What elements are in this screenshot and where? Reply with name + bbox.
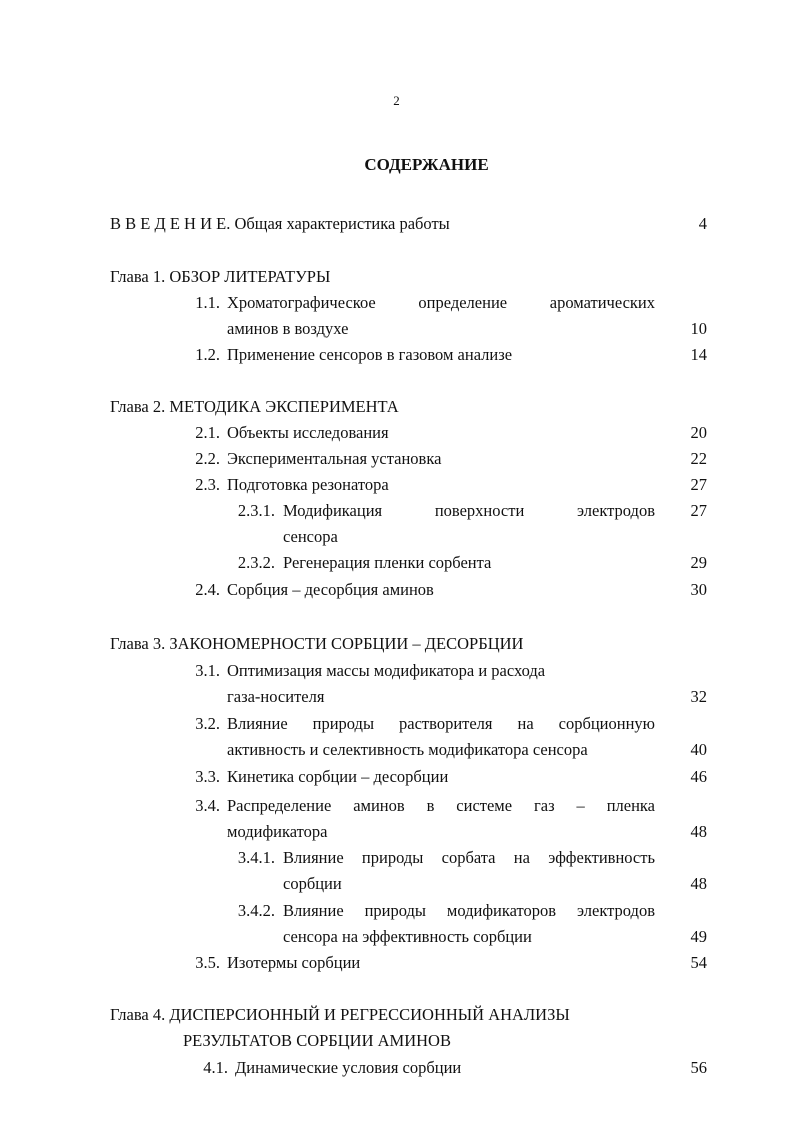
toc-item-text[interactable]: Объекты исследования (227, 423, 389, 442)
toc-item-number: 3.2. (195, 714, 220, 733)
toc-chapter-2-heading[interactable]: Глава 2. МЕТОДИКА ЭКСПЕРИМЕНТА (110, 397, 399, 416)
toc-subitem-number: 2.3.1. (237, 501, 275, 520)
toc-item-page: 54 (690, 953, 707, 972)
toc-item-page: 40 (690, 740, 707, 759)
toc-item-number: 4.1. (203, 1058, 228, 1077)
toc-item-text-continued[interactable]: газа-носителя (227, 687, 325, 706)
toc-item-text-continued[interactable]: модификатора (227, 822, 328, 841)
toc-item-text[interactable]: Изотермы сорбции (227, 953, 361, 972)
toc-subitem-number: 2.3.2. (237, 553, 275, 572)
toc-intro-label: В В Е Д Е Н И Е (110, 214, 227, 233)
toc-item-text-continued[interactable]: аминов в воздухе (227, 319, 349, 338)
toc-item-text[interactable]: Динамические условия сорбции (235, 1058, 462, 1077)
toc-item-text-continued[interactable]: активность и селективность модификатора сенсора (227, 740, 588, 759)
toc-item-number: 2.3. (195, 475, 220, 494)
toc-subitem-page: 27 (690, 501, 707, 520)
page-title: СОДЕРЖАНИЕ (364, 155, 489, 174)
toc-item-number: 3.4. (195, 796, 220, 815)
toc-item-text[interactable]: Хроматографическое определение ароматических (227, 293, 655, 312)
toc-subitem-number: 3.4.1. (237, 848, 275, 867)
toc-item-text[interactable]: Сорбция – десорбция аминов (227, 580, 434, 599)
toc-item-page: 30 (690, 580, 707, 599)
toc-subitem-number: 3.4.2. (237, 901, 275, 920)
toc-intro-text: . Общая характеристика работы (226, 214, 450, 233)
toc-chapter-4-heading[interactable]: Глава 4. ДИСПЕРСИОННЫЙ И РЕГРЕССИОННЫЙ АНАЛИЗЫ (110, 1005, 570, 1024)
toc-subitem-text-continued[interactable]: сорбции (283, 874, 342, 893)
toc-subitem-text[interactable]: Влияние природы сорбата на эффективность (283, 848, 655, 867)
toc-item-text[interactable]: Экспериментальная установка (227, 449, 442, 468)
toc-item-page: 14 (690, 345, 707, 364)
toc-subitem-page: 29 (690, 553, 707, 572)
toc-item-number: 3.1. (195, 661, 220, 680)
page-number: 2 (393, 93, 400, 108)
toc-subitem-text[interactable]: Модификация поверхности электродов (283, 501, 655, 520)
toc-intro[interactable] (110, 214, 450, 234)
toc-subitem-text-continued[interactable]: сенсора на эффективность сорбции (283, 927, 532, 946)
toc-item-page: 32 (690, 687, 707, 706)
toc-subitem-page: 48 (690, 874, 707, 893)
toc-item-text[interactable]: Применение сенсоров в газовом анализе (227, 345, 513, 364)
toc-item-page: 46 (690, 767, 707, 786)
toc-item-number: 2.1. (195, 423, 220, 442)
toc-subitem-text-continued[interactable]: сенсора (283, 527, 338, 546)
toc-subitem-page: 49 (690, 927, 707, 946)
toc-subitem-text[interactable]: Влияние природы модификаторов электродов (283, 901, 655, 920)
toc-item-text[interactable]: Распределение аминов в системе газ – пленка (227, 796, 655, 815)
toc-item-page: 10 (690, 319, 707, 338)
toc-subitem-text[interactable]: Регенерация пленки сорбента (283, 553, 492, 572)
toc-chapter-4-heading-continued[interactable]: РЕЗУЛЬТАТОВ СОРБЦИИ АМИНОВ (183, 1031, 451, 1050)
toc-item-page: 27 (690, 475, 707, 494)
toc-item-text[interactable]: Кинетика сорбции – десорбции (227, 767, 449, 786)
toc-item-page: 20 (690, 423, 707, 442)
toc-item-number: 3.3. (195, 767, 220, 786)
toc-chapter-1-heading[interactable]: Глава 1. ОБЗОР ЛИТЕРАТУРЫ (110, 267, 331, 286)
toc-item-text[interactable]: Влияние природы растворителя на сорбционную (227, 714, 655, 733)
toc-item-text[interactable]: Оптимизация массы модификатора и расхода (227, 661, 546, 680)
toc-item-number: 2.2. (195, 449, 220, 468)
toc-item-page: 22 (690, 449, 707, 468)
toc-item-number: 1.1. (195, 293, 220, 312)
toc-item-page: 48 (690, 822, 707, 841)
toc-intro-page: 4 (698, 214, 707, 233)
toc-chapter-3-heading[interactable]: Глава 3. ЗАКОНОМЕРНОСТИ СОРБЦИИ – ДЕСОРБЦИИ (110, 634, 524, 653)
toc-item-text[interactable]: Подготовка резонатора (227, 475, 389, 494)
toc-item-number: 1.2. (195, 345, 220, 364)
toc-item-number: 3.5. (195, 953, 220, 972)
toc-item-number: 2.4. (195, 580, 220, 599)
toc-item-page: 56 (690, 1058, 707, 1077)
